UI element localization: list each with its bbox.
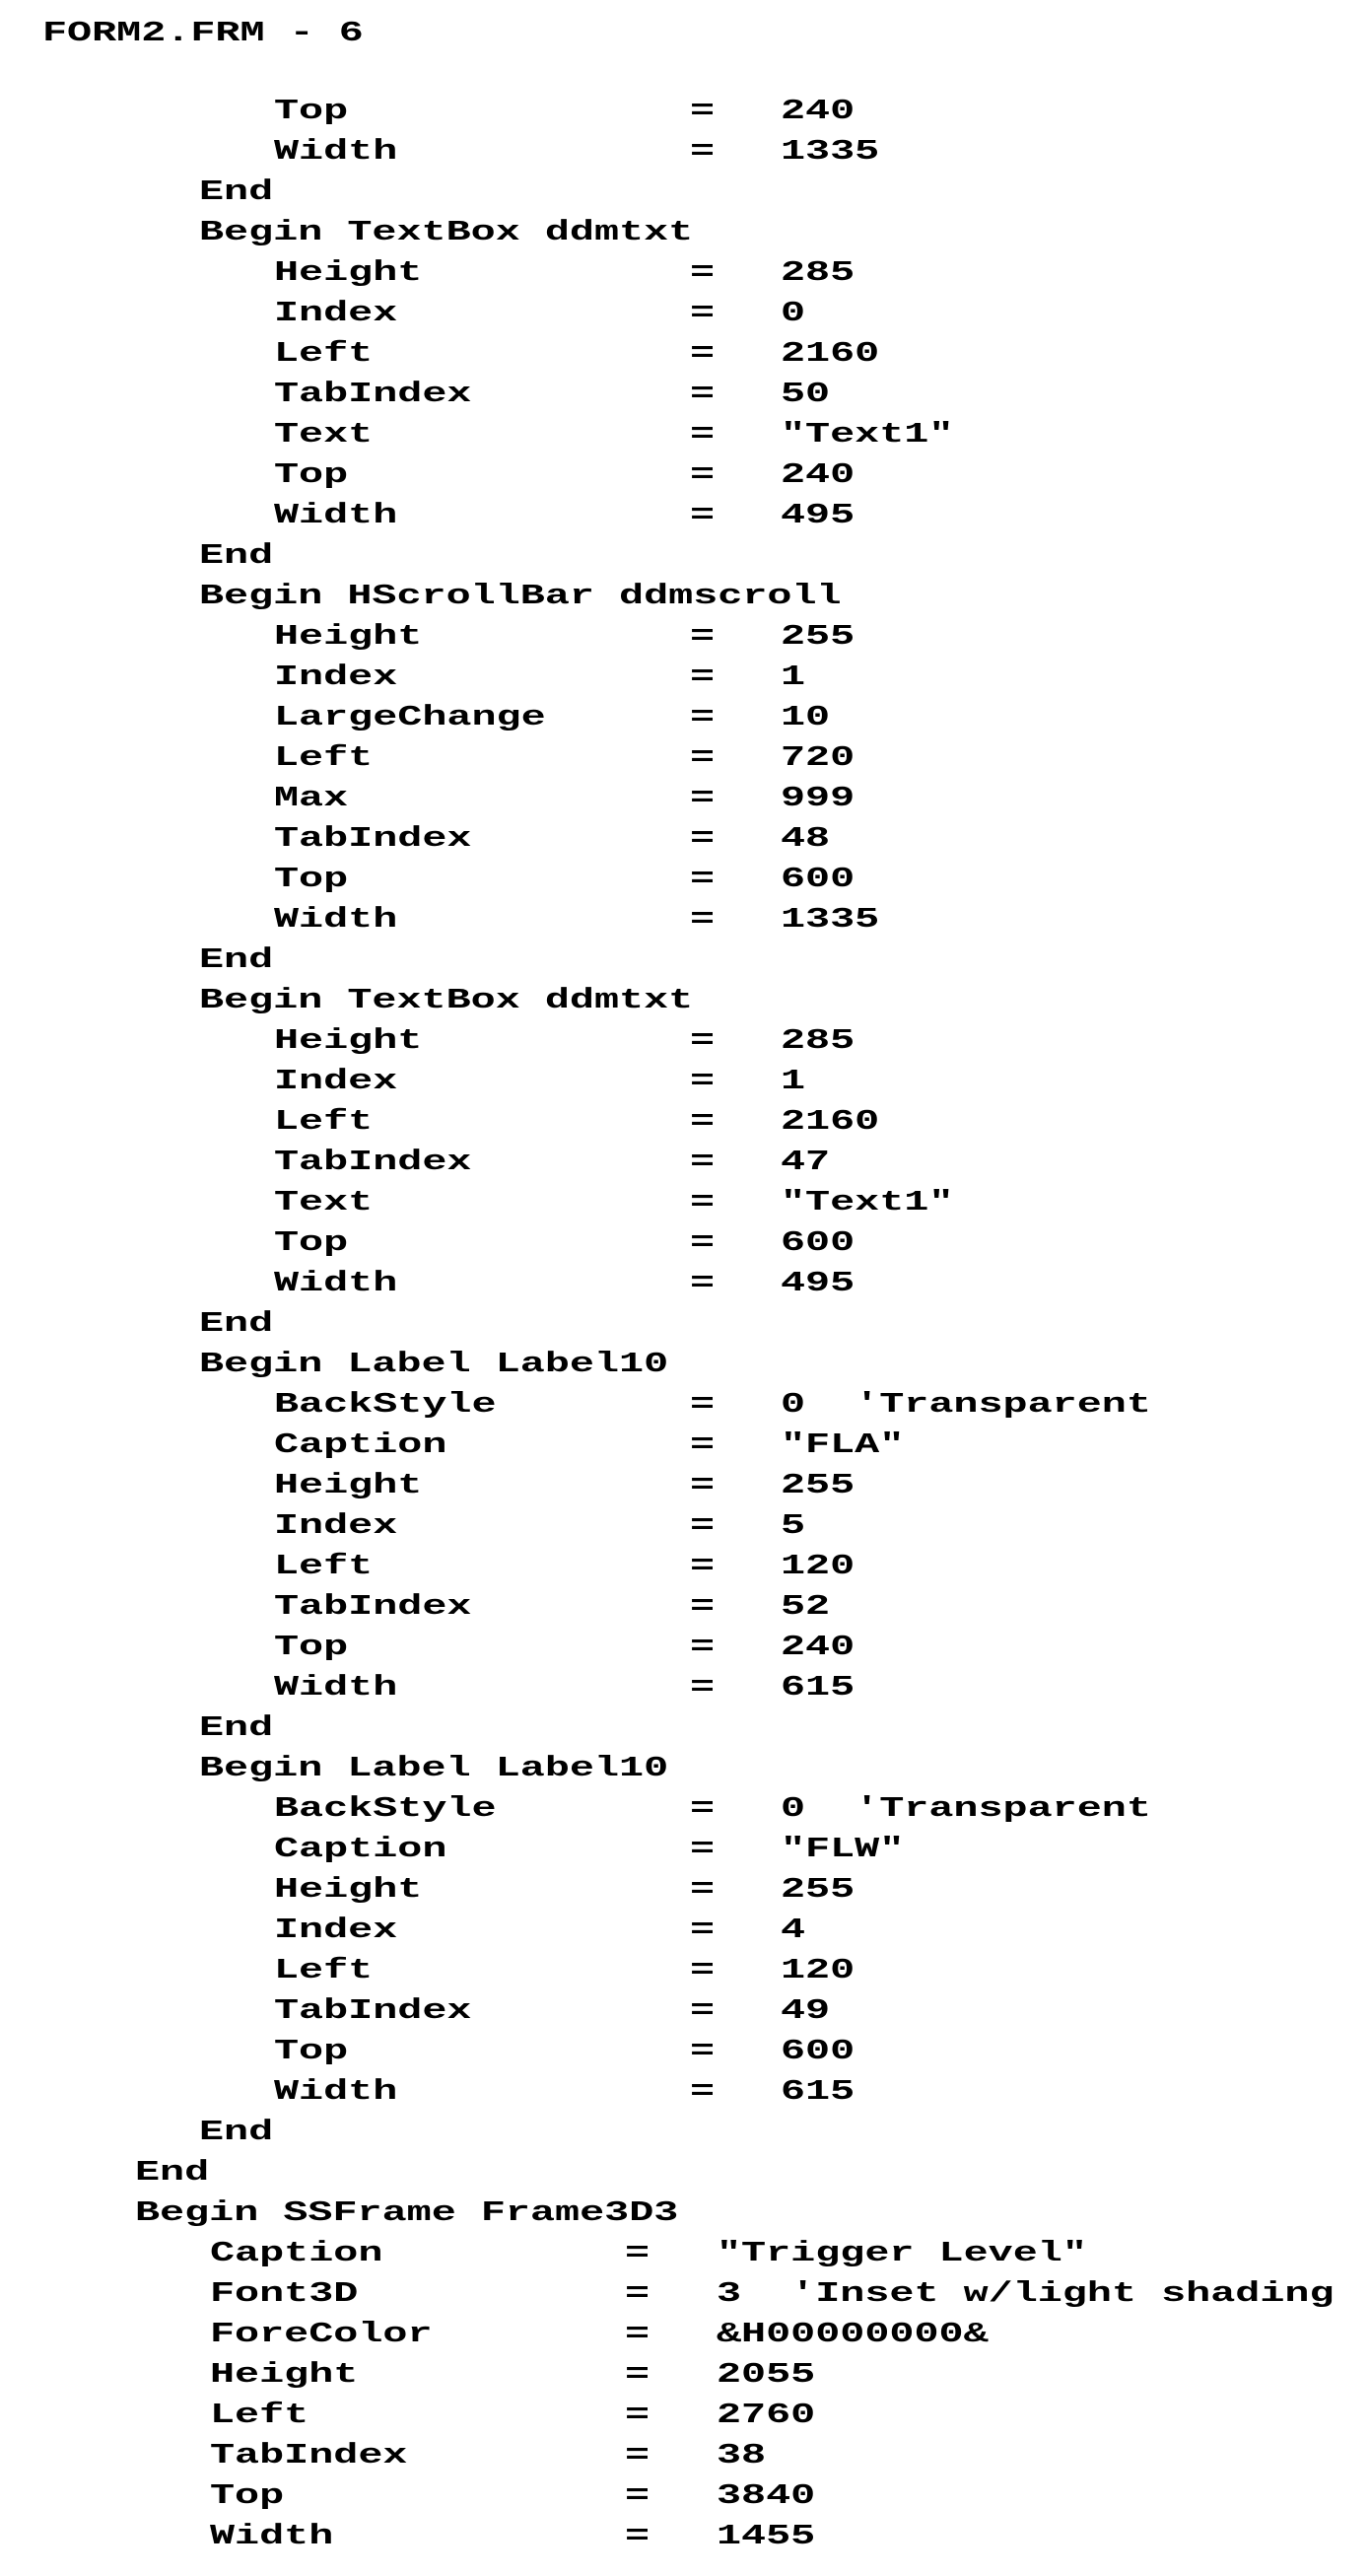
property-equals: = — [690, 499, 716, 531]
property-value: 47 — [781, 1146, 831, 1178]
property-name: Index — [274, 1914, 398, 1946]
property-equals: = — [690, 1105, 716, 1138]
block-end-line: End — [199, 539, 274, 572]
property-value: 495 — [781, 499, 856, 531]
property-name: Left — [274, 337, 374, 370]
property-name: Caption — [274, 1428, 447, 1461]
property-value: 1 — [781, 661, 806, 693]
property-name: Top — [274, 95, 349, 127]
property-name: Height — [274, 1873, 423, 1906]
property-name: Text — [274, 418, 374, 451]
property-equals: = — [690, 1671, 716, 1704]
property-equals: = — [690, 1954, 716, 1986]
property-name: Left — [210, 2399, 309, 2431]
property-name: Top — [274, 2035, 349, 2067]
block-end-line: End — [199, 2116, 274, 2148]
property-equals: = — [690, 95, 716, 127]
property-name: Height — [210, 2358, 359, 2391]
property-equals: = — [690, 1792, 716, 1825]
property-name: Width — [274, 2075, 398, 2108]
property-name: Width — [210, 2520, 334, 2552]
property-value: 600 — [781, 1226, 856, 1259]
property-name: Width — [274, 135, 398, 168]
property-name: Height — [274, 620, 423, 653]
property-value: 5 — [781, 1509, 806, 1542]
property-value: 1 — [781, 1065, 806, 1097]
property-equals: = — [690, 701, 716, 733]
property-equals: = — [690, 2075, 716, 2108]
property-name: Width — [274, 1671, 398, 1704]
property-equals: = — [690, 1914, 716, 1946]
property-equals: = — [690, 1833, 716, 1865]
property-value: 240 — [781, 95, 856, 127]
property-value: 1455 — [717, 2520, 816, 2552]
property-value: 240 — [781, 1631, 856, 1663]
property-name: Left — [274, 1550, 374, 1582]
property-value: 3840 — [717, 2479, 816, 2512]
property-name: LargeChange — [274, 701, 546, 733]
property-name: Height — [274, 1024, 423, 1057]
block-end-line: End — [199, 943, 274, 976]
property-equals: = — [625, 2479, 650, 2512]
property-equals: = — [690, 1550, 716, 1582]
property-value: 615 — [781, 1671, 856, 1704]
property-equals: = — [690, 2035, 716, 2067]
property-name: TabIndex — [210, 2439, 408, 2472]
property-equals: = — [690, 1469, 716, 1501]
property-value: "FLA" — [781, 1428, 905, 1461]
property-equals: = — [625, 2439, 650, 2472]
property-name: Top — [274, 863, 349, 895]
property-value: 255 — [781, 1873, 856, 1906]
property-value: 720 — [781, 741, 856, 774]
property-name: Width — [274, 499, 398, 531]
property-equals: = — [690, 822, 716, 855]
property-name: TabIndex — [274, 822, 472, 855]
property-value: 999 — [781, 782, 856, 814]
property-value: 0 'Transparent — [781, 1792, 1151, 1825]
property-name: Top — [274, 1631, 349, 1663]
block-end-line: End — [199, 175, 274, 208]
property-value: 285 — [781, 1024, 856, 1057]
property-name: Index — [274, 661, 398, 693]
property-value: 10 — [781, 701, 831, 733]
block-begin-line: Begin TextBox ddmtxt — [199, 984, 694, 1016]
property-equals: = — [625, 2399, 650, 2431]
property-equals: = — [690, 458, 716, 491]
property-name: Top — [210, 2479, 285, 2512]
property-value: 4 — [781, 1914, 806, 1946]
property-value: 2160 — [781, 337, 880, 370]
property-name: TabIndex — [274, 1994, 472, 2027]
block-begin-line: Begin SSFrame Frame3D3 — [135, 2196, 679, 2229]
property-name: Width — [274, 903, 398, 936]
property-name: Left — [274, 1105, 374, 1138]
property-equals: = — [690, 378, 716, 410]
property-name: Caption — [274, 1833, 447, 1865]
property-value: 1335 — [781, 903, 880, 936]
property-value: "FLW" — [781, 1833, 905, 1865]
property-value: 38 — [717, 2439, 767, 2472]
property-name: BackStyle — [274, 1792, 497, 1825]
property-equals: = — [625, 2358, 650, 2391]
property-equals: = — [625, 2318, 650, 2350]
property-equals: = — [690, 1873, 716, 1906]
property-value: 1335 — [781, 135, 880, 168]
property-equals: = — [690, 782, 716, 814]
property-value: 2760 — [717, 2399, 816, 2431]
property-value: 600 — [781, 863, 856, 895]
property-equals: = — [690, 256, 716, 289]
property-value: 2160 — [781, 1105, 880, 1138]
property-value: "Text1" — [781, 418, 954, 451]
block-begin-line: Begin TextBox ddmtxt — [199, 216, 694, 248]
property-equals: = — [690, 863, 716, 895]
property-name: Text — [274, 1186, 374, 1218]
property-equals: = — [690, 297, 716, 329]
property-name: Width — [274, 1267, 398, 1299]
property-name: Index — [274, 1065, 398, 1097]
property-value: 495 — [781, 1267, 856, 1299]
property-equals: = — [690, 620, 716, 653]
property-equals: = — [690, 1994, 716, 2027]
property-value: 615 — [781, 2075, 856, 2108]
property-value: 3 'Inset w/light shading — [717, 2277, 1335, 2310]
property-equals: = — [690, 1024, 716, 1057]
property-equals: = — [625, 2277, 650, 2310]
property-equals: = — [690, 661, 716, 693]
property-equals: = — [625, 2520, 650, 2552]
property-name: BackStyle — [274, 1388, 497, 1421]
property-value: "Text1" — [781, 1186, 954, 1218]
property-name: Top — [274, 458, 349, 491]
property-equals: = — [690, 903, 716, 936]
property-name: Index — [274, 1509, 398, 1542]
property-equals: = — [690, 337, 716, 370]
property-value: 120 — [781, 1550, 856, 1582]
property-name: TabIndex — [274, 1590, 472, 1623]
property-value: 48 — [781, 822, 831, 855]
property-name: ForeColor — [210, 2318, 433, 2350]
property-equals: = — [690, 1428, 716, 1461]
property-equals: = — [690, 135, 716, 168]
property-equals: = — [690, 1509, 716, 1542]
property-name: Height — [274, 256, 423, 289]
block-end-line: End — [199, 1307, 274, 1340]
property-value: 2055 — [717, 2358, 816, 2391]
property-equals: = — [690, 1226, 716, 1259]
property-value: 0 'Transparent — [781, 1388, 1151, 1421]
block-begin-line: Begin Label Label10 — [199, 1752, 669, 1784]
property-value: 0 — [781, 297, 806, 329]
property-value: 50 — [781, 378, 831, 410]
property-name: Left — [274, 741, 374, 774]
property-name: Max — [274, 782, 349, 814]
property-name: Left — [274, 1954, 374, 1986]
block-end-line: End — [199, 1711, 274, 1744]
property-equals: = — [690, 1388, 716, 1421]
property-equals: = — [690, 741, 716, 774]
property-equals: = — [625, 2237, 650, 2269]
property-value: 49 — [781, 1994, 831, 2027]
property-name: TabIndex — [274, 1146, 472, 1178]
block-begin-line: Begin HScrollBar ddmscroll — [199, 580, 842, 612]
property-name: Index — [274, 297, 398, 329]
property-equals: = — [690, 1631, 716, 1663]
property-value: 120 — [781, 1954, 856, 1986]
block-begin-line: Begin Label Label10 — [199, 1348, 669, 1380]
property-value: 52 — [781, 1590, 831, 1623]
property-value: "Trigger Level" — [717, 2237, 1087, 2269]
property-equals: = — [690, 1186, 716, 1218]
property-equals: = — [690, 1146, 716, 1178]
property-value: 600 — [781, 2035, 856, 2067]
property-equals: = — [690, 1590, 716, 1623]
property-value: 255 — [781, 620, 856, 653]
property-value: 255 — [781, 1469, 856, 1501]
property-value: &H00000000& — [717, 2318, 989, 2350]
property-name: TabIndex — [274, 378, 472, 410]
property-equals: = — [690, 418, 716, 451]
property-equals: = — [690, 1065, 716, 1097]
block-end-line: End — [135, 2156, 210, 2189]
property-name: Height — [274, 1469, 423, 1501]
property-name: Top — [274, 1226, 349, 1259]
property-value: 240 — [781, 458, 856, 491]
property-value: 285 — [781, 256, 856, 289]
property-equals: = — [690, 1267, 716, 1299]
property-name: Caption — [210, 2237, 383, 2269]
property-name: Font3D — [210, 2277, 359, 2310]
page-title: FORM2.FRM - 6 — [42, 17, 364, 49]
